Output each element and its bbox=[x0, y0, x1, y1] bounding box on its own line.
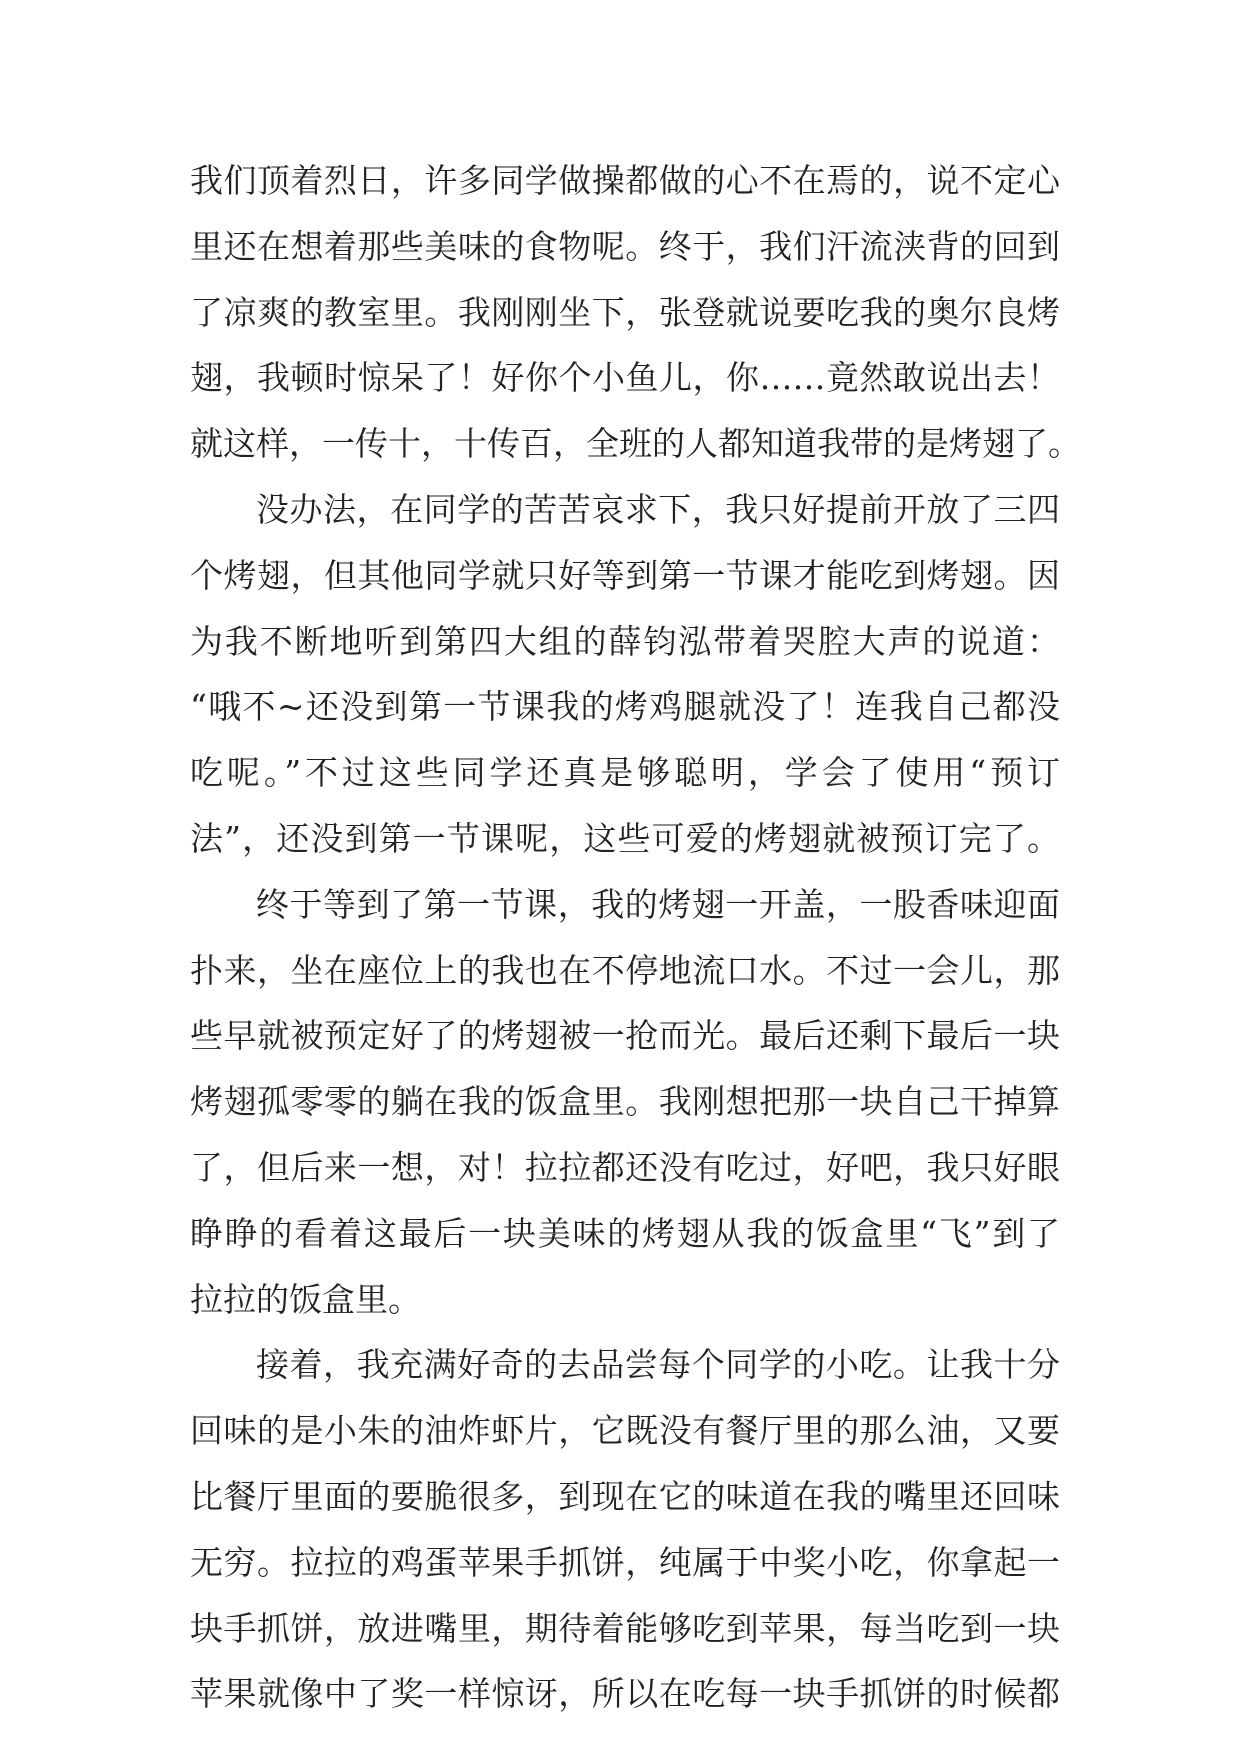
text-line: 苹果就像中了奖一样惊讶，所以在吃每一块手抓饼的时候都 bbox=[190, 1674, 1060, 1714]
text-line: 些早就被预定好了的烤翅被一抢而光。最后还剩下最后一块 bbox=[190, 1016, 1060, 1056]
text-line: 块手抓饼，放进嘴里，期待着能够吃到苹果，每当吃到一块 bbox=[190, 1608, 1060, 1648]
text-line: 我们顶着烈日，许多同学做操都做的心不在焉的，说不定心 bbox=[190, 161, 1060, 200]
text-line: 了，但后来一想，对！拉拉都还没有吃过，好吧，我只好眼 bbox=[190, 1147, 1060, 1187]
text-line: 回味的是小朱的油炸虾片，它既没有餐厅里的那么油，又要 bbox=[190, 1411, 1060, 1451]
text-line: 扑来，坐在座位上的我也在不停地流口水。不过一会儿，那 bbox=[190, 950, 1060, 990]
text-line: 里还在想着那些美味的食物呢。终于，我们汗流浃背的回到 bbox=[190, 226, 1060, 266]
text-line: 睁睁的看着这最后一块美味的烤翅从我的饭盒里“飞”到了 bbox=[190, 1213, 1060, 1253]
text-line: 就这样，一传十，十传百，全班的人都知道我带的是烤翅了。 bbox=[190, 424, 1081, 464]
text-line: 烤翅孤零零的躺在我的饭盒里。我刚想把那一块自己干掉算 bbox=[190, 1082, 1060, 1122]
text-line: 法”，还没到第一节课呢，这些可爱的烤翅就被预订完了。 bbox=[190, 818, 1060, 858]
text-line: 终于等到了第一节课，我的烤翅一开盖，一股香味迎面 bbox=[256, 884, 1060, 924]
text-line: 翅，我顿时惊呆了！好你个小鱼儿，你……竟然敢说出去！ bbox=[190, 358, 1060, 398]
text-line: 没办法，在同学的苦苦哀求下，我只好提前开放了三四 bbox=[256, 489, 1060, 529]
text-line: 个烤翅，但其他同学就只好等到第一节课才能吃到烤翅。因 bbox=[190, 555, 1060, 595]
body-text bbox=[190, 159, 1081, 1738]
text-line: 拉拉的饭盒里。 bbox=[190, 1279, 421, 1319]
text-line: “哦不~还没到第一节课我的烤鸡腿就没了！连我自己都没 bbox=[190, 687, 1060, 727]
text-line: 无穷。拉拉的鸡蛋苹果手抓饼，纯属于中奖小吃，你拿起一 bbox=[190, 1542, 1060, 1582]
text-line: 比餐厅里面的要脆很多，到现在它的味道在我的嘴里还回味 bbox=[190, 1476, 1060, 1516]
text-line: 吃呢。”不过这些同学还真是够聪明，学会了使用“预订 bbox=[190, 753, 1060, 793]
text-line: 接着，我充满好奇的去品尝每个同学的小吃。让我十分 bbox=[256, 1345, 1060, 1385]
text-line: 为我不断地听到第四大组的薛钧泓带着哭腔大声的说道： bbox=[190, 621, 1060, 661]
text-line: 了凉爽的教室里。我刚刚坐下，张登就说要吃我的奥尔良烤 bbox=[190, 292, 1060, 332]
